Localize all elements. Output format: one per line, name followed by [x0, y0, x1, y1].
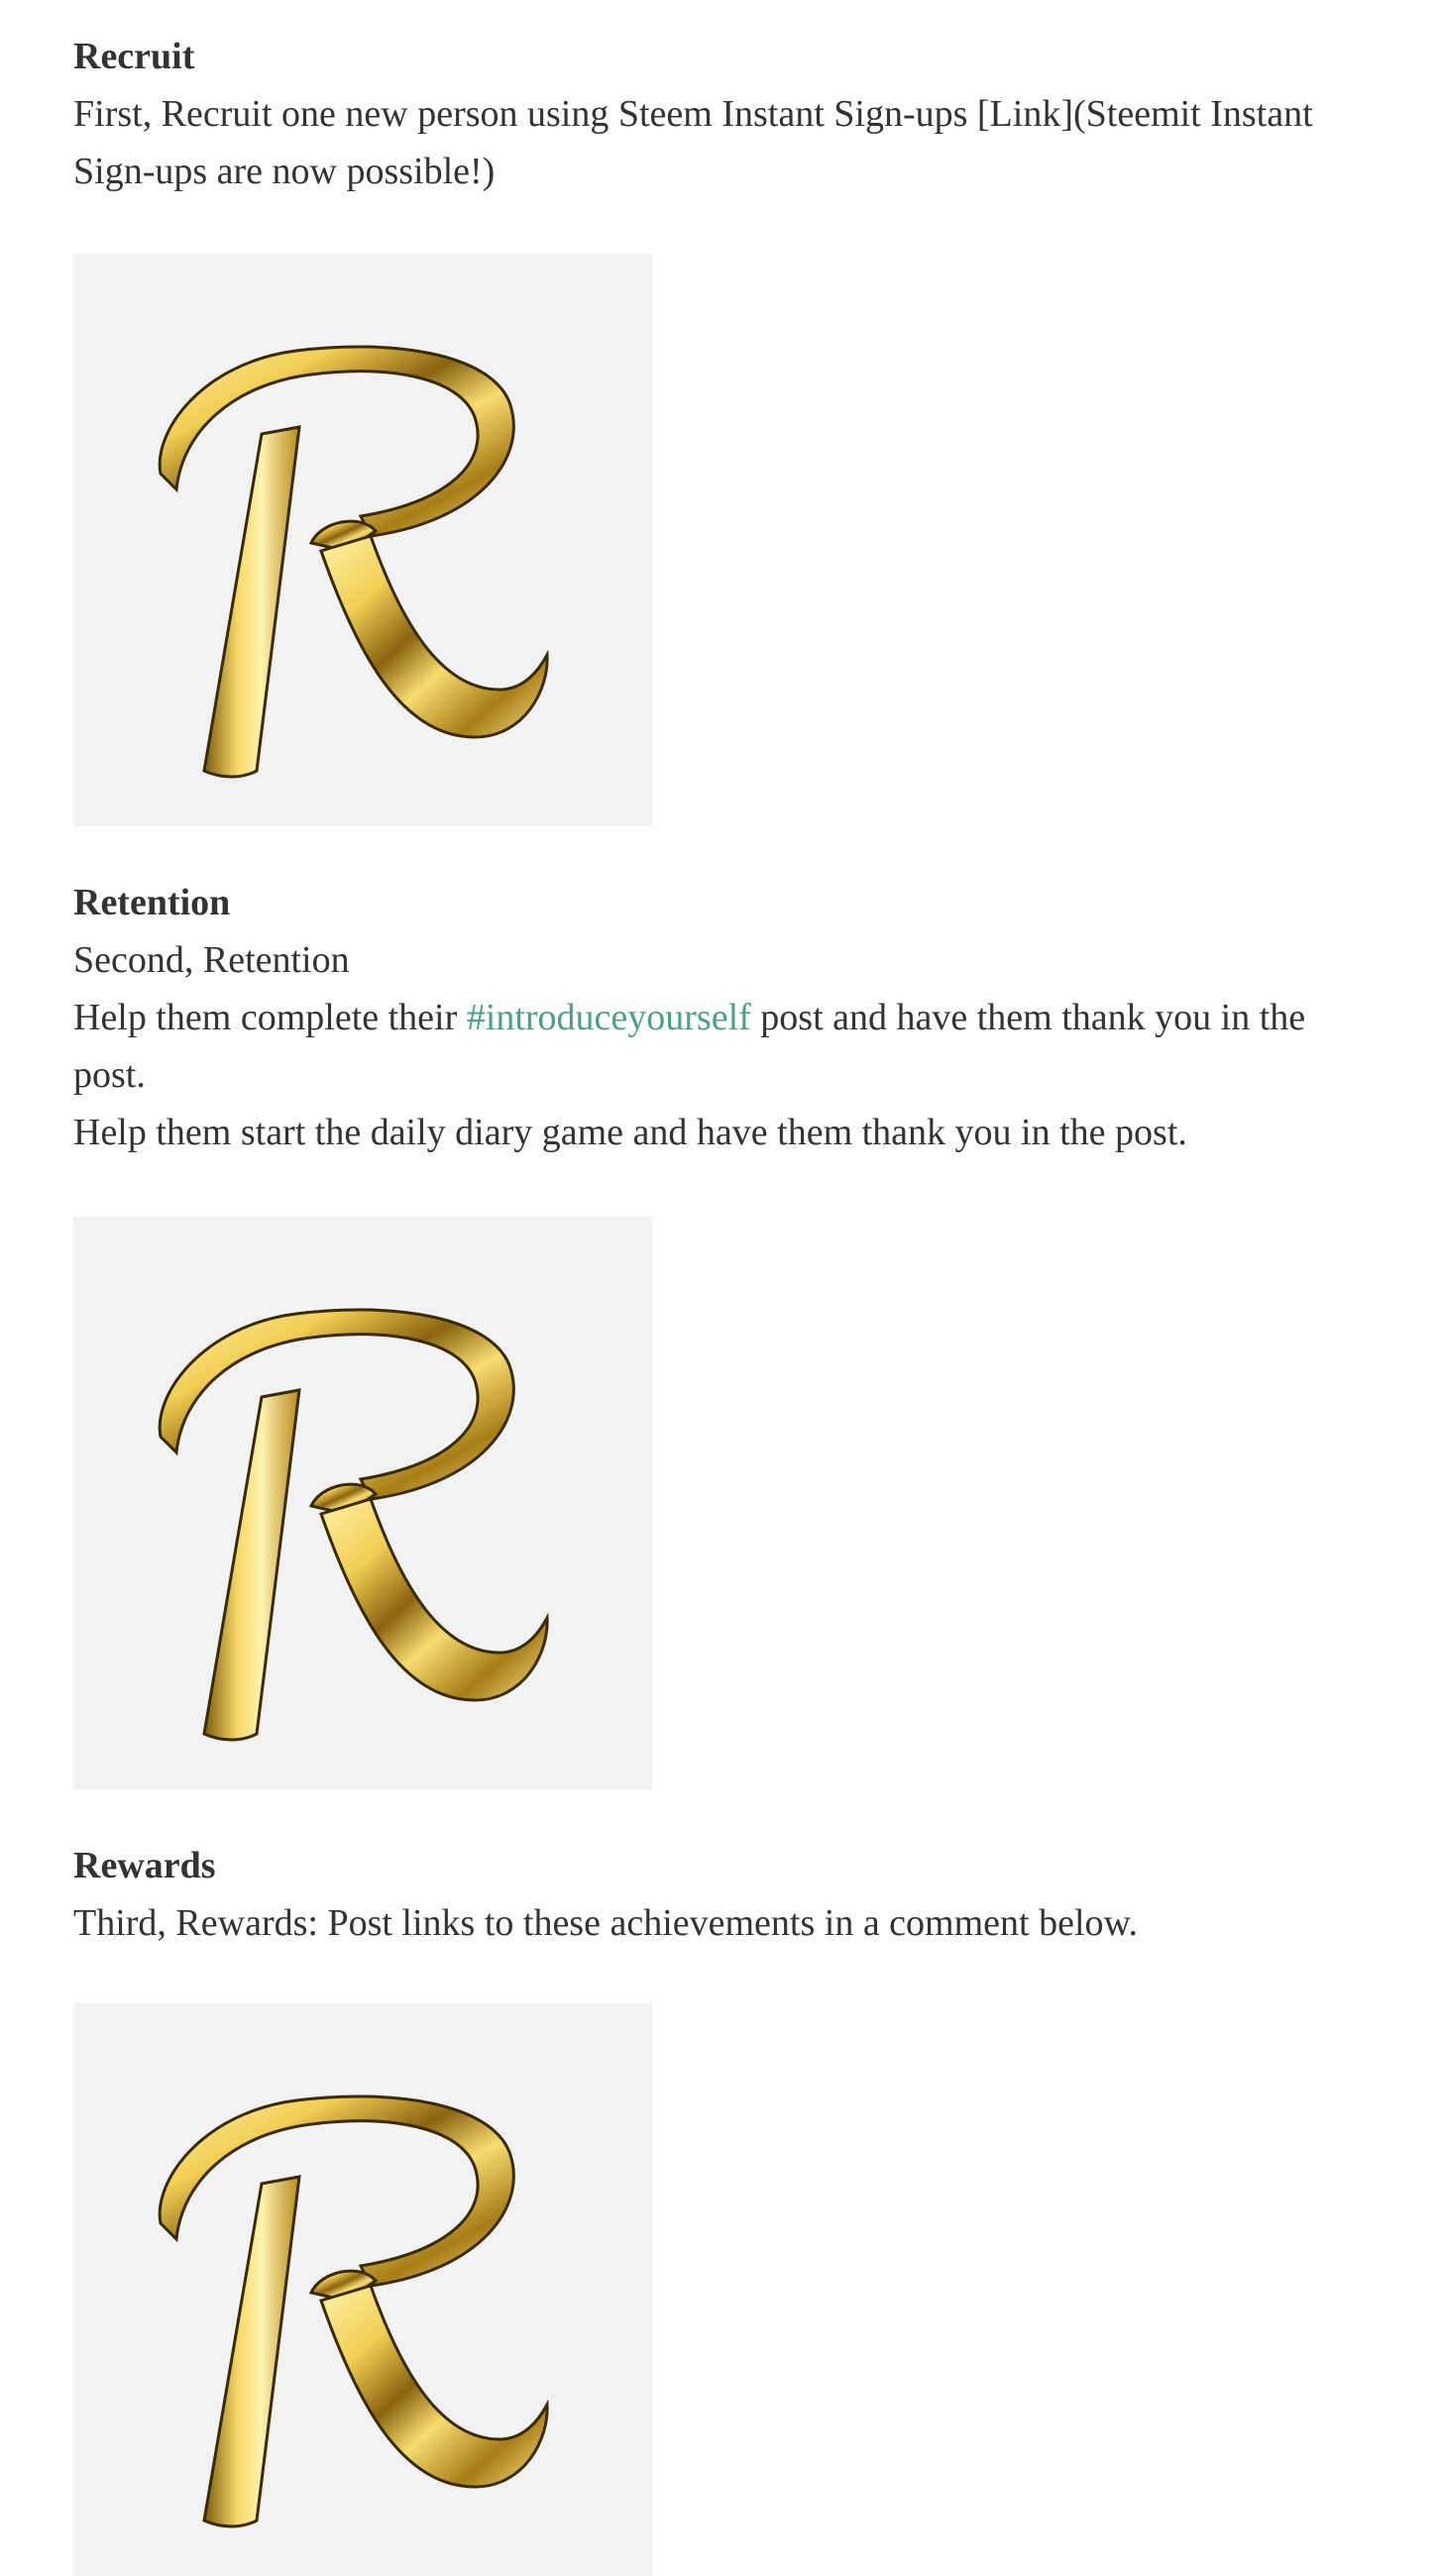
- retention-line-2: [73, 989, 1382, 1104]
- rewards-section: [73, 1837, 1382, 1952]
- recruit-section: [73, 28, 1382, 200]
- retention-section: [73, 874, 1382, 1161]
- retention-line-2-before: Help them complete their: [73, 997, 467, 1038]
- gold-r-glyph: [160, 347, 547, 777]
- recruit-text: First, Recruit one new person using Steem Instant Sign-ups [Link](Steemit Instant Sign-ups are now possible!): [73, 93, 1313, 192]
- retention-heading: Retention: [73, 882, 231, 923]
- rewards-text: Third, Rewards: Post links to these achievements in a comment below.: [73, 1902, 1138, 1944]
- gold-r-glyph: [160, 1310, 547, 1740]
- gold-letter-r-image: [73, 1217, 652, 1789]
- gold-letter-r-image: [73, 254, 652, 826]
- retention-line-3: Help them start the daily diary game and have them thank you in the post.: [73, 1112, 1187, 1153]
- gold-r-glyph: [160, 2096, 547, 2526]
- gold-letter-r-image: [73, 2003, 652, 2576]
- recruit-heading: Recruit: [73, 36, 195, 77]
- rewards-heading: Rewards: [73, 1845, 216, 1886]
- introduceyourself-hashtag-link[interactable]: #introduceyourself: [466, 997, 751, 1038]
- retention-line-1: Second, Retention: [73, 939, 350, 981]
- retention-line-2-after: post and have them thank you in the post.: [73, 997, 1306, 1096]
